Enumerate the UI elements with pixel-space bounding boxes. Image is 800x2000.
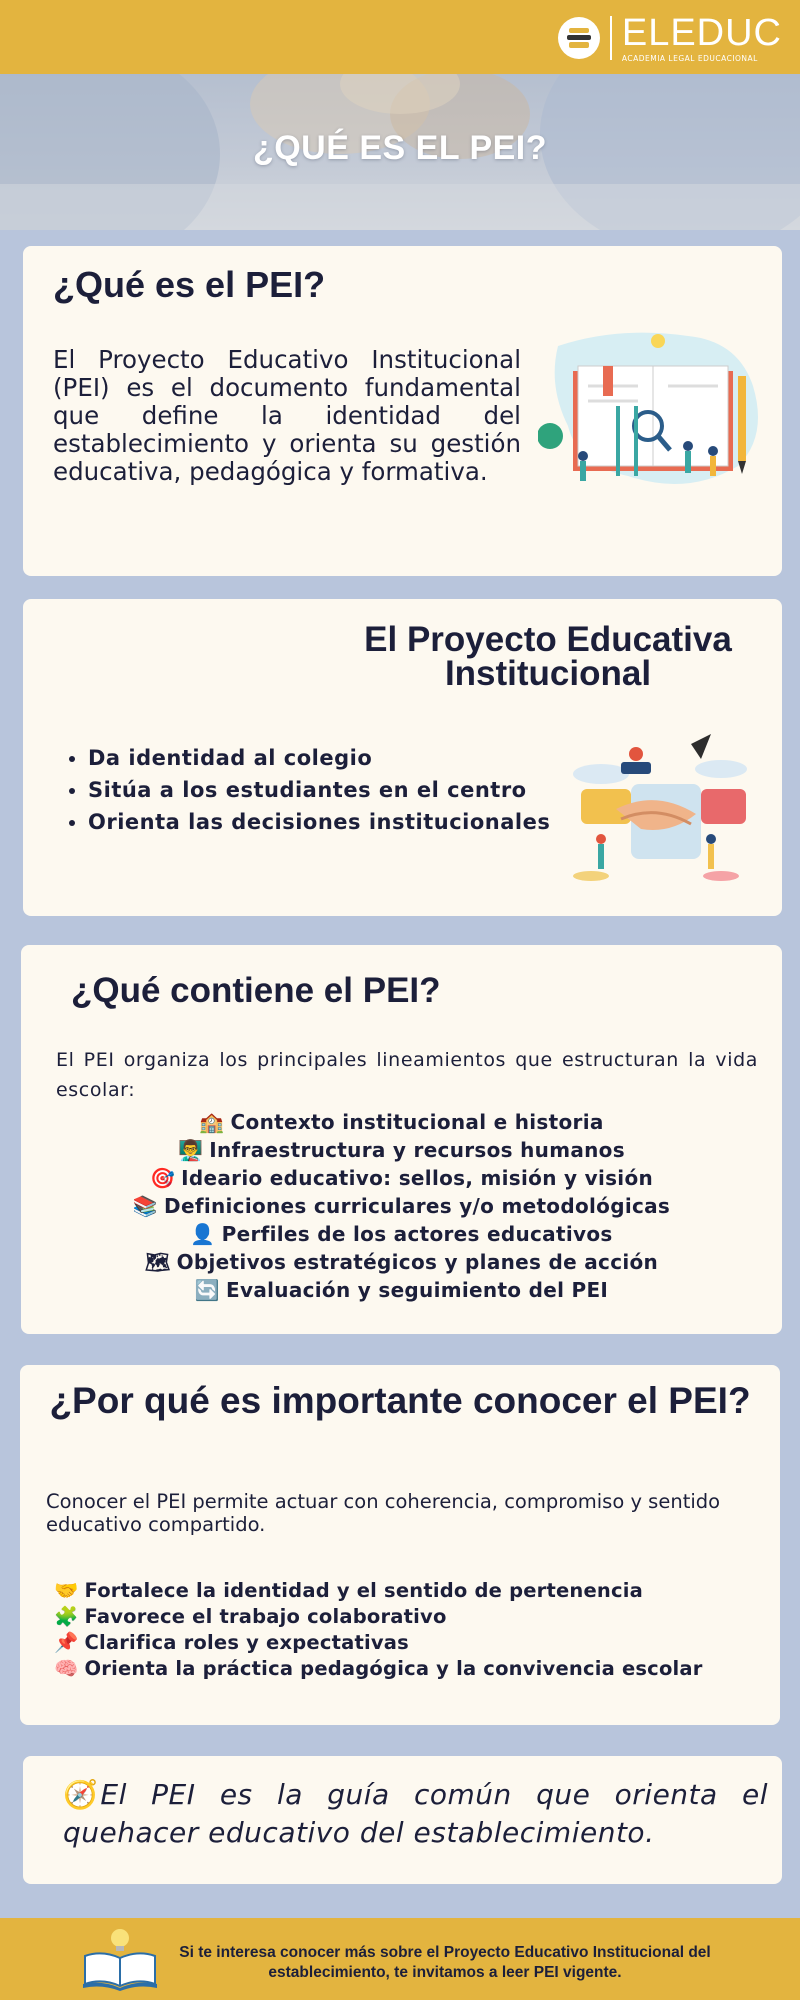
list-item: 📚 Definiciones curriculares y/o metodológicas: [132, 1194, 671, 1218]
books-icon: [558, 17, 600, 59]
footer-text: Si te interesa conocer más sobre el Proyecto Educativo Institucional del establecimiento, te invitamos a leer PEI vigente.: [179, 1944, 711, 1981]
what-is-pei-card: [23, 246, 782, 576]
card-title: ¿Qué contiene el PEI?: [71, 971, 441, 1010]
teacher-icon: 👨‍🏫: [178, 1138, 204, 1162]
pushpin-icon: 📌: [54, 1631, 79, 1654]
puzzle-icon: 🧩: [54, 1605, 79, 1628]
contents-list: [21, 1108, 782, 1304]
list-item: • Da identidad al colegio: [88, 742, 550, 774]
benefits-list: [54, 1578, 703, 1682]
list-item: 🤝 Fortalece la identidad y el sentido de pertenencia: [54, 1579, 644, 1602]
top-bar: [0, 0, 800, 74]
list-item: 🗺 Objetivos estratégicos y planes de acción: [144, 1250, 659, 1274]
list-item: 🏫 Contexto institucional e historia: [199, 1110, 604, 1134]
map-icon: 🗺: [144, 1250, 171, 1274]
list-item: 👨‍🏫 Infraestructura y recursos humanos: [178, 1138, 625, 1162]
list-item: • Orienta las decisiones institucionales: [88, 806, 550, 838]
proyecto-educativo-card: [23, 599, 782, 916]
logo-divider: [610, 16, 612, 60]
footer-bar: [0, 1918, 800, 2000]
card-title: El Proyecto Educativa Institucional: [364, 620, 732, 693]
quote-card: [23, 1756, 782, 1884]
book-lightbulb-icon: [80, 1926, 160, 1992]
card-title: ¿Por qué es importante conocer el PEI?: [49, 1380, 751, 1421]
list-item: 👤 Perfiles de los actores educativos: [190, 1222, 613, 1246]
why-important-card: [20, 1365, 780, 1725]
school-icon: 🏫: [199, 1110, 225, 1134]
quote-text: 🧭El PEI es la guía común que orienta el quehacer educativo del establecimiento.: [63, 1778, 768, 1849]
brain-icon: 🧠: [54, 1657, 79, 1680]
list-item: • Sitúa a los estudiantes en el centro: [88, 774, 550, 806]
compass-icon: 🧭: [63, 1778, 99, 1811]
refresh-icon: 🔄: [194, 1278, 221, 1302]
eleduc-logo: [558, 11, 782, 63]
list-item: 🔄 Evaluación y seguimiento del PEI: [194, 1278, 609, 1302]
list-item: 🎯 Ideario educativo: sellos, misión y visión: [149, 1166, 654, 1190]
handshake-illustration: [561, 734, 756, 884]
hero-banner: [0, 74, 800, 230]
list-item: 🧠 Orienta la práctica pedagógica y la convivencia escolar: [54, 1657, 703, 1680]
card-intro: Conocer el PEI permite actuar con coherencia, compromiso y sentido educativo compartido.: [46, 1490, 721, 1536]
what-pei-contains-card: [21, 945, 782, 1334]
card-title: ¿Qué es el PEI?: [53, 264, 326, 305]
handshake-icon: 🤝: [54, 1579, 79, 1602]
logo-name: ELEDUC: [621, 11, 782, 54]
books-icon: 📚: [132, 1194, 159, 1218]
open-book-illustration: [538, 326, 768, 501]
target-icon: 🎯: [149, 1166, 176, 1190]
hero-title: ¿QUÉ ES EL PEI?: [252, 129, 548, 167]
card-text: El Proyecto Educativo Institucional (PEI) es el documento fundamental que define la identidad del establecimiento y orienta su gestión educativa, pedagógica y formativa.: [53, 345, 521, 486]
card-intro: El PEI organiza los principales lineamientos que estructuran la vida escolar:: [56, 1049, 758, 1101]
list-item: 📌 Clarifica roles y expectativas: [54, 1631, 409, 1654]
bullet-list: [88, 742, 550, 838]
list-item: 🧩 Favorece el trabajo colaborativo: [54, 1605, 447, 1628]
logo-subtitle: ACADEMIA LEGAL EDUCACIONAL: [621, 53, 758, 63]
person-icon: 👤: [190, 1222, 216, 1246]
